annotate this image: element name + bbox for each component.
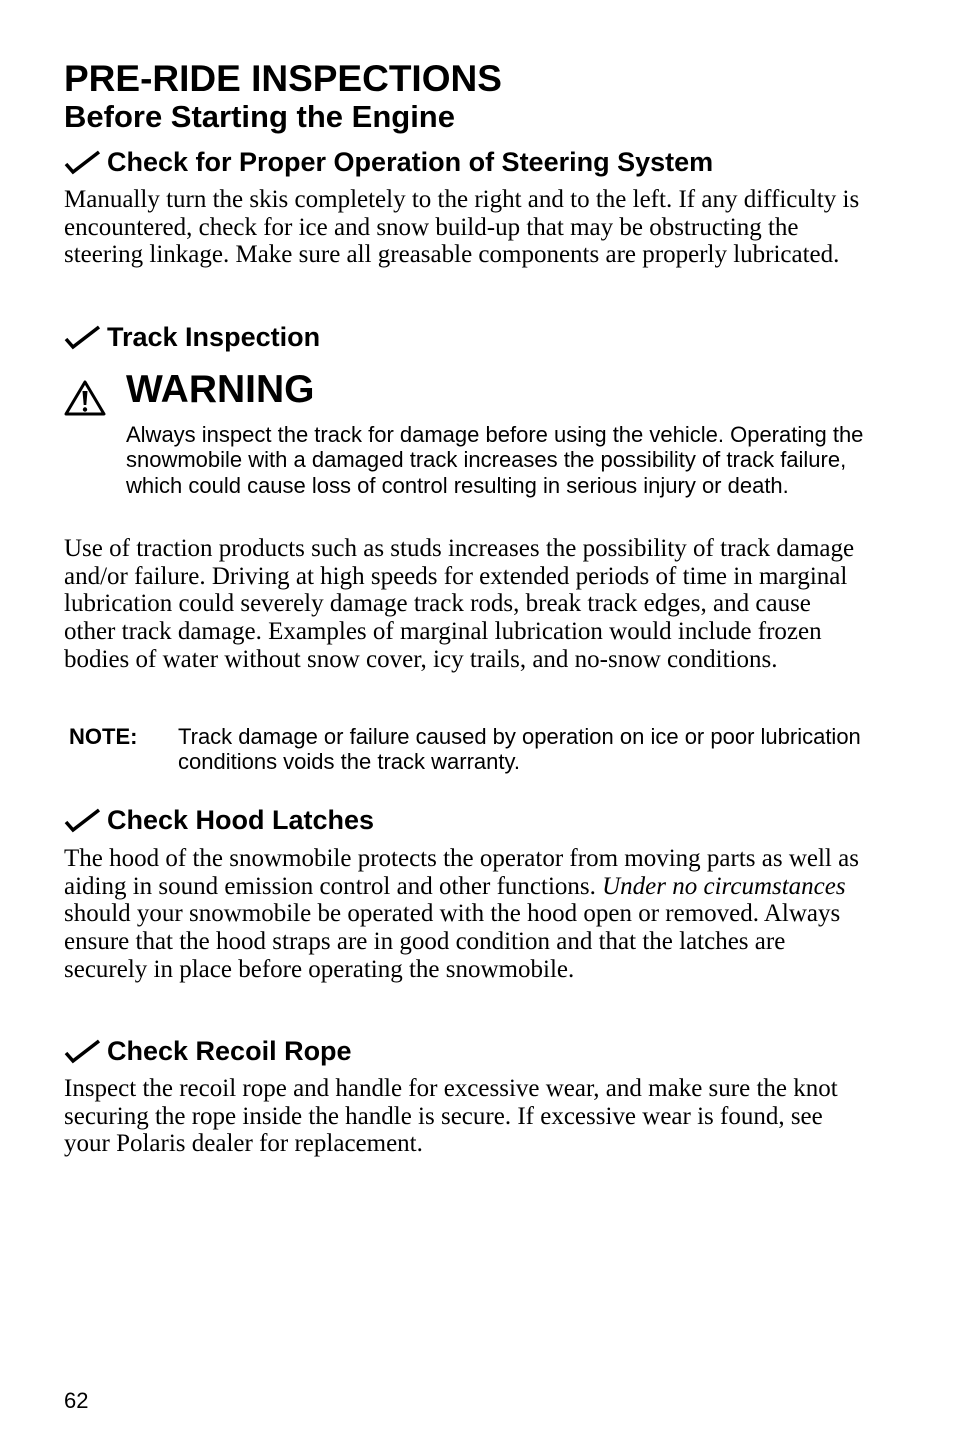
heading-steering-label: Check for Proper Operation of Steering System bbox=[107, 147, 714, 177]
heading-steering bbox=[64, 146, 713, 178]
heading-track-label: Track Inspection bbox=[107, 322, 321, 352]
page-subtitle: Before Starting the Engine bbox=[64, 99, 455, 134]
hood-text-after: should your snowmobile be operated with the hood open or removed. Always ensure that the hood straps are in good condition and that the latches are securely in place before operating the snowmobile. bbox=[64, 900, 841, 983]
page-number: 62 bbox=[64, 1388, 89, 1413]
checkmark-icon bbox=[64, 324, 102, 350]
paragraph-steering: Manually turn the skis completely to the right and to the left. If any difficulty is encountered, check for ice and snow build-up that may be obstructing the steering linkage. Make sure all greasable components are properly lubricated. bbox=[64, 186, 860, 269]
checkmark-icon bbox=[64, 1038, 102, 1064]
note-text: Track damage or failure caused by operation on ice or poor lubrication conditions voids the track warranty. bbox=[178, 724, 861, 775]
paragraph-track: Use of traction products such as studs increases the possibility of track damage and/or failure. Driving at high speeds for extended periods of time in marginal lubrication could severely damage track rods, break track edges, and cause other track damage. Examples of marginal lubrication would include frozen bodies of water without snow cover, icy trails, and no-snow conditions. bbox=[64, 535, 855, 673]
paragraph-hood bbox=[64, 845, 864, 984]
hood-text-emphasis: Under no circumstances bbox=[602, 872, 846, 900]
paragraph-recoil: Inspect the recoil rope and handle for excessive wear, and make sure the knot securing the rope inside the handle is secure. If excessive wear is found, see your Polaris dealer for replacement. bbox=[64, 1075, 838, 1158]
heading-recoil-label: Check Recoil Rope bbox=[107, 1036, 352, 1066]
heading-track bbox=[64, 321, 320, 353]
warning-text: Always inspect the track for damage before using the vehicle. Operating the snowmobile with a damaged track increases the possibility of track failure, which could cause loss of control resulting in serious injury or death. bbox=[126, 422, 864, 498]
heading-hood bbox=[64, 804, 374, 836]
warning-triangle-icon bbox=[64, 380, 106, 416]
page-title: PRE-RIDE INSPECTIONS bbox=[64, 58, 502, 99]
checkmark-icon bbox=[64, 149, 102, 175]
checkmark-icon bbox=[64, 807, 102, 833]
heading-hood-label: Check Hood Latches bbox=[107, 805, 375, 835]
warning-title: WARNING bbox=[126, 368, 315, 411]
hood-text-before: The hood of the snowmobile protects the operator from moving parts as well as aiding in sound emission control and other functions. bbox=[64, 845, 859, 900]
note-label: NOTE: bbox=[69, 724, 138, 749]
heading-recoil bbox=[64, 1035, 352, 1067]
